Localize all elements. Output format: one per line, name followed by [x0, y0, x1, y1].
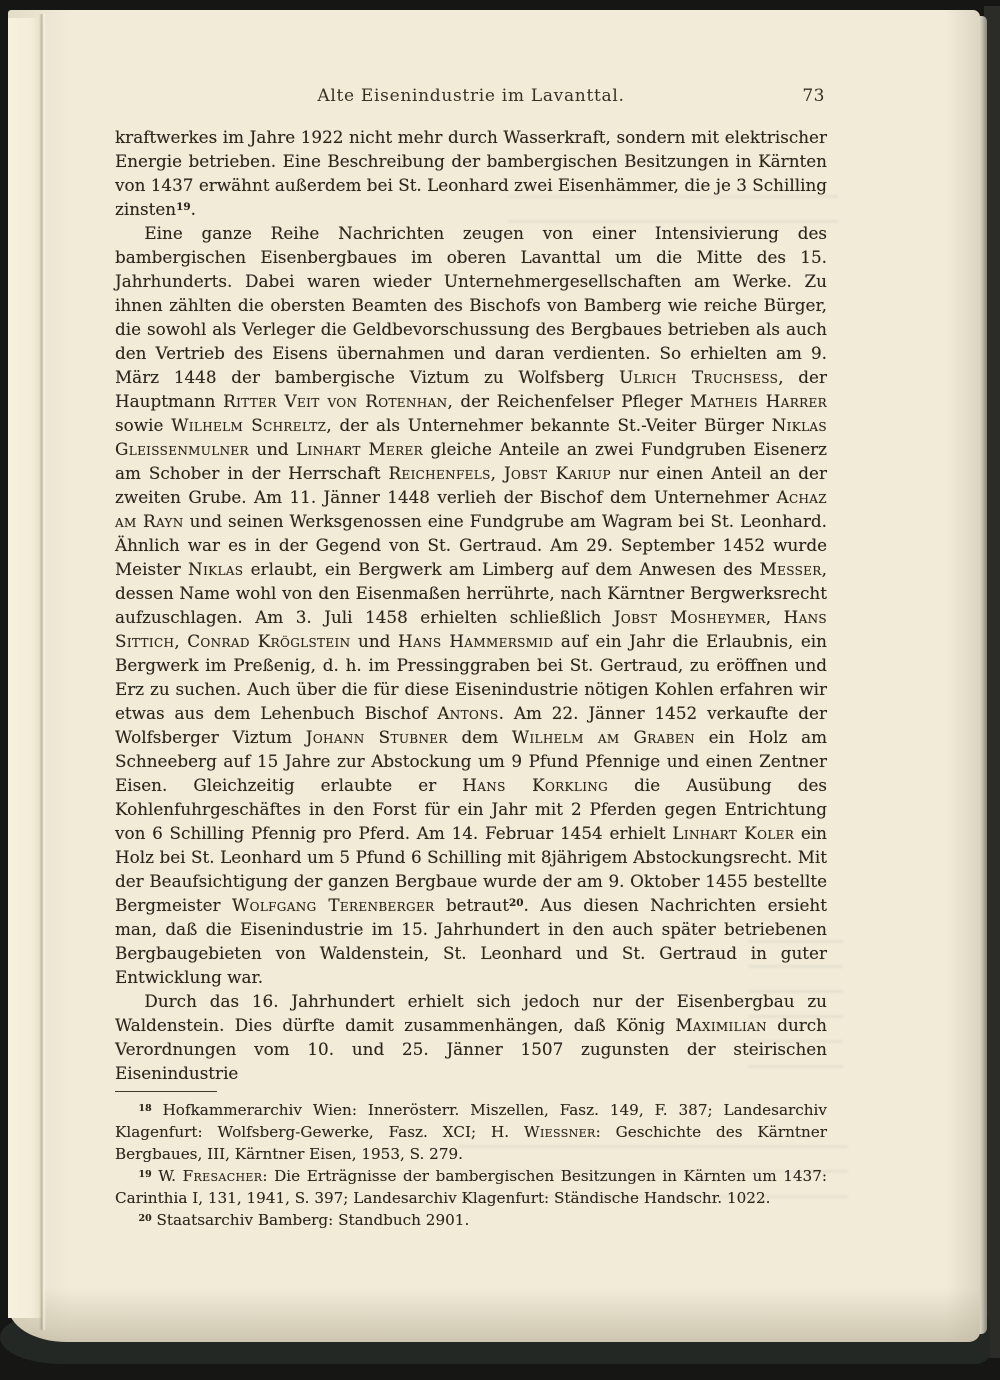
running-head-title: Alte Eisenindustrie im Lavanttal.: [317, 86, 625, 106]
footnote-18: $^{18}$ Hofkammerarchiv Wien: Innerösterr. Miszellen, Fasz. 149, F. 387; Landesarchiv Klagenfurt: Wolfsberg-Gewerke, Fasz. XCI; H. Wiessner: Geschichte des Kärntner Bergbaues, III, Kärntner Eisen, 1953, S. 279.: [115, 1101, 827, 1163]
paragraph-closing: Durch das 16. Jahrhundert erhielt sich jedoch nur der Eisenbergbau zu Waldenstein. Dies dürfte damit zusammenhängen, daß König Maximilian durch Verordnungen vom 10. und 25. Jänner 1507 zugunsten der steirischen Eisenindustrie: [115, 991, 827, 1083]
page-number: 73: [802, 86, 825, 106]
paragraph-main: Eine ganze Reihe Nachrichten zeugen von einer Intensivierung des bambergischen Eisenbergbaues im oberen Lavanttal um die Mitte des 15. Jahrhunderts. Dabei waren wieder Unternehmergesellschaften am Werke. Zu ihnen zählten die obersten Beamten des Bischofs von Bamberg wie reiche Bürger, die sowohl als Verleger die Geldbevorschussung des Bergbaues betrieben als auch den Vertrieb des Eisens übernahmen und daran verdienten. So erhielten am 9. März 1448 der bambergische Viztum zu Wolfsberg Ulrich Truchsess, der Hauptmann Ritter Veit von Rotenhan, der Reichenfelser Pfleger Matheis Harrer sowie Wilhelm Schreltz, der als Unternehmer bekannte St.-Veiter Bürger Niklas Gleissenmulner und Linhart Merer gleiche Anteile an zwei Fundgruben Eisenerz am Schober in der Herrschaft Reichenfels, Jobst Kariup nur einen Anteil an der zweiten Grube. Am 11. Jänner 1448 verlieh der Bischof dem Unternehmer Achaz am Rayn und seinen Werksgenossen eine Fundgrube am Wagram bei St. Leonhard. Ähnlich war es in der Gegend von St. Gertraud. Am 29. September 1452 wurde Meister Niklas erlaubt, ein Bergwerk am Limberg auf dem Anwesen des Messer, dessen Name wohl von den Eisenmaßen herrührte, nach Kärntner Bergwerksrecht aufzuschlagen. Am 3. Juli 1458 erhielten schließlich Jobst Mosheymer, Hans Sittich, Conrad Kröglstein und Hans Hammersmid auf ein Jahr die Erlaubnis, ein Bergwerk im Preßenig, d. h. im Pressinggraben bei St. Gertraud, zu eröffnen und Erz zu suchen. Auch über die für diese Eisenindustrie nötigen Kohlen erfahren wir etwas aus dem Lehenbuch Bischof Antons. Am 22. Jänner 1452 verkaufte der Wolfsberger Viztum Johann Stubner dem Wilhelm am Graben ein Holz am Schneeberg auf 15 Jahre zur Abstockung um 9 Pfund Pfennige und einen Zentner Eisen. Gleichzeitig erlaubte er Hans Korkling die Ausübung des Kohlenfuhrgeschäftes in den Forst für ein Jahr mit 2 Pferden gegen Entrichtung von 6 Schilling Pfennig pro Pferd. Am 14. Februar 1454 erhielt Linhart Koler ein Holz bei St. Leonhard um 5 Pfund 6 Schilling mit 8jährigem Abstockungsrecht. Mit der Beaufsichtigung der ganzen Bergbaue wurde der am 9. Oktober 1455 bestellte Bergmeister Wolfgang Terenberger betraut$^{20}$. Aus diesen Nachrichten ersieht man, daß die Eisenindustrie im 15. Jahrhundert in den auch später betriebenen Bergbaugebieten von Waldenstein, St. Leonhard und St. Gertraud in guter Entwicklung war.: [115, 223, 828, 987]
paragraph-continuation: kraftwerkes im Jahre 1922 nicht mehr durch Wasserkraft, sondern mit elektrischer Energie betrieben. Eine Beschreibung der bambergischen Besitzungen in Kärnten von 1437 erwähnt außerdem bei St. Leonhard zwei Eisenhämmer, die je 3 Schilling zinsten$^{19}$.: [115, 127, 827, 219]
book-page: [8, 10, 980, 1342]
footnote-19: $^{19}$ W. Fresacher: Die Erträgnisse der bambergischen Besitzungen in Kärnten um 1437: Carinthia I, 131, 1941, S. 397; Landesarchiv Klagenfurt: Ständische Handschr. 1022.: [115, 1167, 828, 1207]
footnote-20: $^{20}$ Staatsarchiv Bamberg: Standbuch 2901.: [138, 1211, 470, 1229]
footnotes-section: [115, 1099, 827, 1231]
gutter-crease: [39, 14, 46, 1330]
footnote-rule: [115, 1091, 217, 1092]
text-column: [115, 86, 827, 1231]
running-head: [115, 86, 827, 110]
page-edge-left: [8, 18, 41, 1318]
